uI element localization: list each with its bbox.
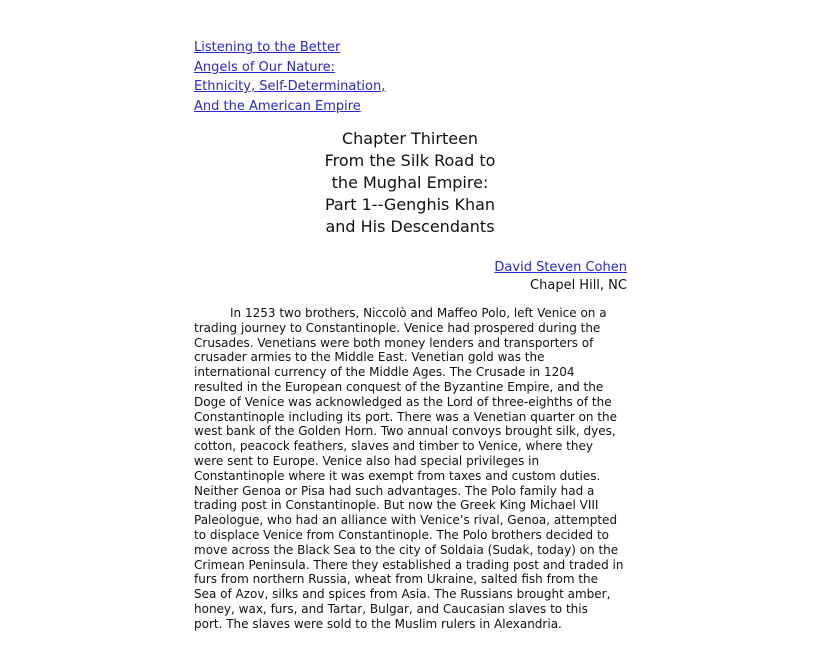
body-line: to displace Venice from Constantinople. The Polo brothers decided to bbox=[194, 527, 609, 542]
body-line: Paleologue, who had an alliance with Venice’s rival, Genoa, attempted bbox=[194, 513, 618, 528]
body-line: move across the Black Sea to the city of Soldaia (Sudak, today) on the bbox=[194, 542, 619, 557]
body-line: Neither Genoa or Pisa had such advantages. The Polo family had a bbox=[194, 483, 595, 498]
book-title-link-line-1[interactable]: Listening to the Better bbox=[194, 40, 341, 55]
body-line: Doge of Venice was acknowledged as the Lord of three-eighths of the bbox=[194, 394, 612, 409]
body-line: trading post in Constantinople. But now the Greek King Michael VIII bbox=[194, 498, 599, 513]
chapter-heading-line-1: Chapter Thirteen bbox=[341, 129, 479, 148]
body-line: Crimean Peninsula. There they established a trading post and traded in bbox=[194, 557, 624, 572]
body-paragraph bbox=[194, 306, 634, 632]
body-line: resulted in the European conquest of the Byzantine Empire, and the bbox=[194, 379, 604, 394]
chapter-heading bbox=[210, 128, 610, 238]
body-line: Constantinople including its port. There was a Venetian quarter on the bbox=[194, 409, 618, 424]
body-line: Crusades. Venetians were both money lenders and transporters of bbox=[194, 335, 594, 350]
book-title-link-line-4[interactable]: And the American Empire bbox=[194, 98, 361, 114]
author-location: Chapel Hill, NC bbox=[530, 277, 627, 293]
body-line: west bank of the Golden Horn. Two annual convoys brought silk, dyes, bbox=[194, 424, 616, 439]
author-link[interactable]: David Steven Cohen bbox=[494, 260, 627, 275]
body-line: Constantinople where it was exempt from taxes and custom duties. bbox=[194, 468, 601, 483]
book-title-link-line-3[interactable]: Ethnicity, Self-Determination, bbox=[194, 79, 386, 94]
body-line: In 1253 two brothers, Niccolò and Maffeo Polo, left Venice on a bbox=[230, 306, 607, 320]
body-line: were sent to Europe. Venice also had special privileges in bbox=[194, 453, 540, 468]
body-line: Sea of Azov, silks and spices from Asia. The Russians brought amber, bbox=[194, 587, 611, 602]
body-line: international currency of the Middle Ages. The Crusade in 1204 bbox=[194, 365, 575, 380]
body-line: furs from northern Russia, wheat from Ukraine, salted fish from the bbox=[194, 572, 599, 587]
book-title-link[interactable] bbox=[194, 38, 454, 116]
byline bbox=[494, 259, 627, 294]
chapter-heading-line-3: the Mughal Empire: bbox=[331, 173, 489, 192]
chapter-heading-line-5: and His Descendants bbox=[325, 217, 495, 236]
body-line: cotton, peacock feathers, slaves and timber to Venice, where they bbox=[194, 439, 593, 454]
chapter-heading-line-4: Part 1--Genghis Khan bbox=[324, 195, 496, 214]
body-line: port. The slaves were sold to the Muslim rulers in Alexandria. bbox=[194, 616, 562, 631]
body-line: crusader armies to the Middle East. Venetian gold was the bbox=[194, 350, 545, 365]
chapter-heading-line-2: From the Silk Road to bbox=[324, 151, 496, 170]
book-title-link-line-2[interactable]: Angels of Our Nature: bbox=[194, 59, 335, 75]
body-line: trading journey to Constantinople. Venice had prospered during the bbox=[194, 320, 601, 335]
body-line: honey, wax, furs, and Tartar, Bulgar, and Caucasian slaves to this bbox=[194, 601, 588, 616]
